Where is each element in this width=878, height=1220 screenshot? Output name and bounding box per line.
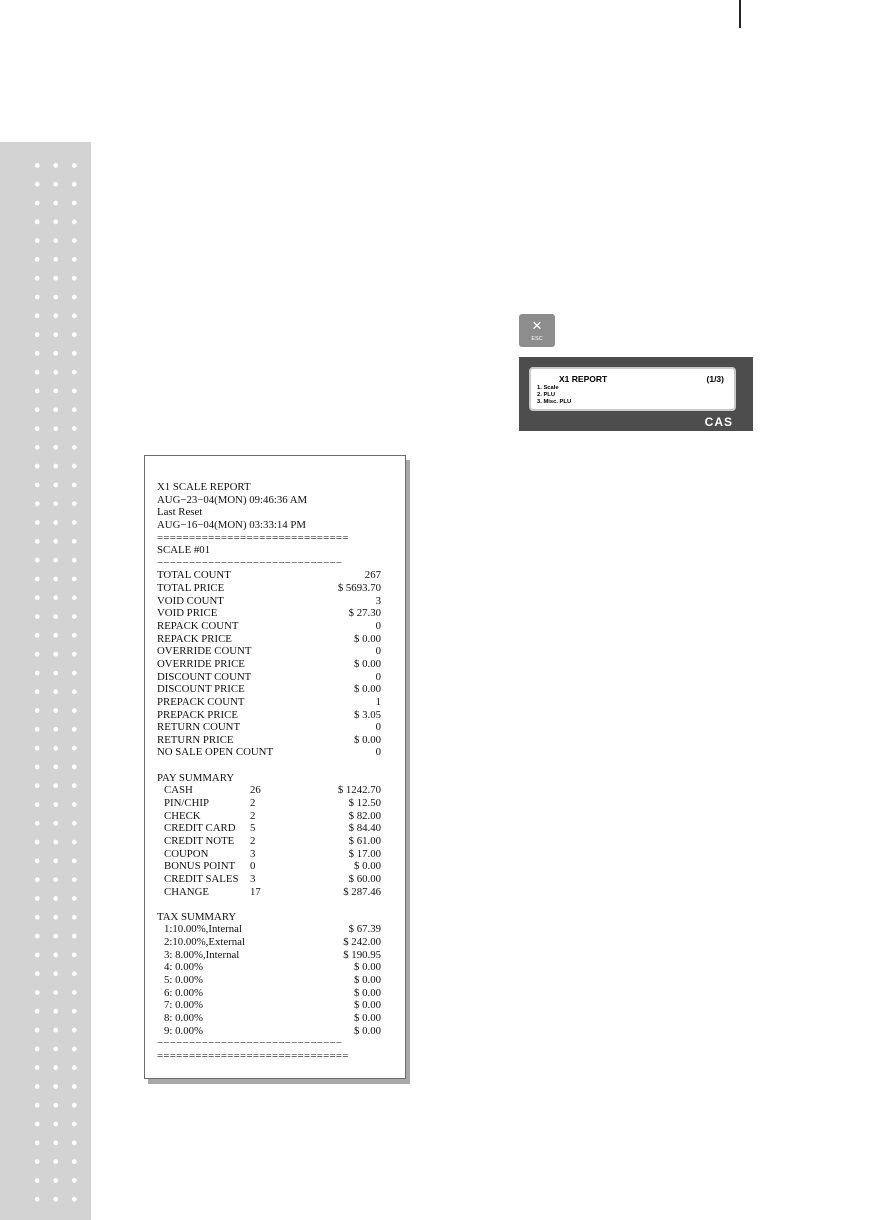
tax-summary-row	[157, 1025, 393, 1038]
tax-summary-row	[157, 949, 393, 962]
tax-summary-title: TAX SUMMARY	[157, 910, 237, 923]
row-value: 0	[375, 670, 381, 683]
row-label: PREPACK PRICE	[157, 708, 238, 721]
dot-pattern	[28, 156, 88, 1206]
pay-summary-row	[157, 822, 393, 835]
row-label: 3: 8.00%,Internal	[164, 948, 240, 961]
last-reset-label: Last Reset	[157, 506, 203, 519]
row-label: TOTAL COUNT	[157, 569, 231, 582]
pay-summary-row	[157, 784, 393, 797]
totals-row	[157, 734, 393, 747]
menu-item-scale[interactable]: 1. Scale	[537, 385, 559, 391]
row-label: VOID PRICE	[157, 607, 218, 620]
row-label: CASH	[164, 784, 193, 797]
tax-summary-row	[157, 961, 393, 974]
tax-summary-row	[157, 987, 393, 1000]
row-value: $ 0.00	[354, 961, 381, 974]
totals-row	[157, 620, 393, 633]
row-value: $ 0.00	[354, 657, 381, 670]
row-label: DISCOUNT PRICE	[157, 683, 245, 696]
row-value: $ 61.00	[348, 834, 381, 847]
scale-display-panel	[519, 357, 753, 431]
close-icon: ×	[532, 316, 542, 335]
row-value: $ 0.00	[354, 632, 381, 645]
row-value: $ 67.39	[348, 923, 381, 936]
pay-summary-row	[157, 835, 393, 848]
row-value: $ 190.95	[343, 948, 381, 961]
row-label: REPACK COUNT	[157, 620, 239, 633]
esc-key-label: ESC	[531, 336, 543, 342]
brand-logo: CAS	[704, 415, 733, 429]
screen-page-indicator: (1/3)	[706, 374, 724, 384]
esc-key[interactable]	[519, 314, 555, 347]
pay-summary-row	[157, 810, 393, 823]
tax-summary-row	[157, 974, 393, 987]
row-value: $ 0.00	[354, 860, 381, 873]
pay-summary-row	[157, 886, 393, 899]
row-value: 0	[375, 721, 381, 734]
row-value: $ 27.30	[348, 607, 381, 620]
row-label: CHANGE	[164, 885, 209, 898]
row-value: $ 3.05	[354, 708, 381, 721]
row-count: 2	[250, 809, 256, 822]
totals-row	[157, 595, 393, 608]
totals-row	[157, 569, 393, 582]
totals-row	[157, 671, 393, 684]
row-value: 3	[375, 594, 381, 607]
row-value: $ 0.00	[354, 683, 381, 696]
row-label: PIN/CHIP	[164, 797, 209, 810]
totals-row	[157, 645, 393, 658]
row-value: $ 0.00	[354, 973, 381, 986]
double-separator-bottom: ==============================	[157, 1049, 349, 1062]
receipt	[144, 455, 406, 1079]
row-value: $ 1242.70	[337, 784, 381, 797]
row-value: $ 0.00	[354, 1011, 381, 1024]
row-value: $ 17.00	[348, 847, 381, 860]
scale-id: SCALE #01	[157, 544, 211, 557]
top-divider-line	[739, 0, 741, 28]
row-value: 0	[375, 645, 381, 658]
row-label: 6: 0.00%	[164, 986, 203, 999]
row-label: 8: 0.00%	[164, 1011, 203, 1024]
row-value: $ 0.00	[354, 733, 381, 746]
report-datetime: AUG−23−04(MON) 09:46:36 AM	[157, 493, 308, 506]
row-label: TOTAL PRICE	[157, 582, 225, 595]
row-label: 5: 0.00%	[164, 973, 203, 986]
double-separator: ==============================	[157, 531, 349, 544]
row-value: $ 242.00	[343, 936, 381, 949]
lcd-screen	[529, 367, 736, 411]
row-value: $ 60.00	[348, 872, 381, 885]
pay-summary-row	[157, 860, 393, 873]
row-label: CREDIT NOTE	[164, 834, 235, 847]
row-count: 26	[250, 784, 261, 797]
screen-title: X1 REPORT	[559, 374, 608, 384]
report-title: X1 SCALE REPORT	[157, 481, 251, 493]
row-count: 2	[250, 797, 256, 810]
tax-summary-row	[157, 923, 393, 936]
row-label: CREDIT CARD	[164, 822, 236, 835]
menu-item-misc-plu[interactable]: 3. Misc. PLU	[537, 399, 572, 405]
row-label: RETURN PRICE	[157, 733, 234, 746]
menu-item-plu[interactable]: 2. PLU	[537, 392, 556, 398]
row-label: 9: 0.00%	[164, 1024, 203, 1037]
row-value: 267	[364, 569, 381, 582]
tax-summary-row	[157, 936, 393, 949]
tax-summary-section	[157, 923, 393, 1037]
row-count: 17	[250, 885, 261, 898]
row-label: BONUS POINT	[164, 860, 236, 873]
last-reset-datetime: AUG−16−04(MON) 03:33:14 PM	[157, 518, 306, 531]
row-value: $ 287.46	[343, 885, 381, 898]
row-label: DISCOUNT COUNT	[157, 670, 252, 683]
row-count: 3	[250, 872, 256, 885]
row-value: $ 5693.70	[337, 582, 381, 595]
totals-row	[157, 582, 393, 595]
row-label: 2:10.00%,External	[164, 936, 245, 949]
pay-summary-title: PAY SUMMARY	[157, 771, 235, 784]
totals-row	[157, 709, 393, 722]
row-value: 0	[375, 746, 381, 759]
receipt-content	[157, 481, 393, 1062]
screen-menu	[537, 385, 571, 406]
row-label: NO SALE OPEN COUNT	[157, 746, 274, 759]
dotted-sidebar	[0, 142, 91, 1220]
totals-section	[157, 569, 393, 759]
row-label: COUPON	[164, 847, 209, 860]
row-label: OVERRIDE COUNT	[157, 645, 252, 658]
row-value: $ 82.00	[348, 809, 381, 822]
row-value: 0	[375, 620, 381, 633]
totals-row	[157, 658, 393, 671]
dash-separator: −−−−−−−−−−−−−−−−−−−−−−−−−−−−−	[157, 556, 343, 569]
row-label: 7: 0.00%	[164, 999, 203, 1012]
row-label: REPACK PRICE	[157, 632, 232, 645]
pay-summary-row	[157, 848, 393, 861]
totals-row	[157, 607, 393, 620]
row-value: $ 0.00	[354, 986, 381, 999]
totals-row	[157, 633, 393, 646]
pay-summary-section	[157, 784, 393, 898]
totals-row	[157, 746, 393, 759]
row-count: 0	[250, 860, 256, 873]
row-value: $ 0.00	[354, 999, 381, 1012]
row-count: 2	[250, 834, 256, 847]
totals-row	[157, 696, 393, 709]
row-label: OVERRIDE PRICE	[157, 657, 245, 670]
row-value: $ 84.40	[348, 822, 381, 835]
row-label: CREDIT SALES	[164, 872, 239, 885]
row-value: 1	[375, 695, 381, 708]
row-value: $ 12.50	[348, 797, 381, 810]
row-label: 4: 0.00%	[164, 961, 203, 974]
row-label: CHECK	[164, 809, 201, 822]
row-value: $ 0.00	[354, 1024, 381, 1037]
row-count: 5	[250, 822, 256, 835]
row-label: VOID COUNT	[157, 594, 224, 607]
pay-summary-row	[157, 797, 393, 810]
pay-summary-row	[157, 873, 393, 886]
totals-row	[157, 721, 393, 734]
dash-separator-bottom: −−−−−−−−−−−−−−−−−−−−−−−−−−−−−	[157, 1037, 343, 1050]
tax-summary-row	[157, 1012, 393, 1025]
row-label: 1:10.00%,Internal	[164, 923, 242, 936]
row-label: RETURN COUNT	[157, 721, 241, 734]
row-label: PREPACK COUNT	[157, 695, 245, 708]
totals-row	[157, 683, 393, 696]
tax-summary-row	[157, 999, 393, 1012]
row-count: 3	[250, 847, 256, 860]
